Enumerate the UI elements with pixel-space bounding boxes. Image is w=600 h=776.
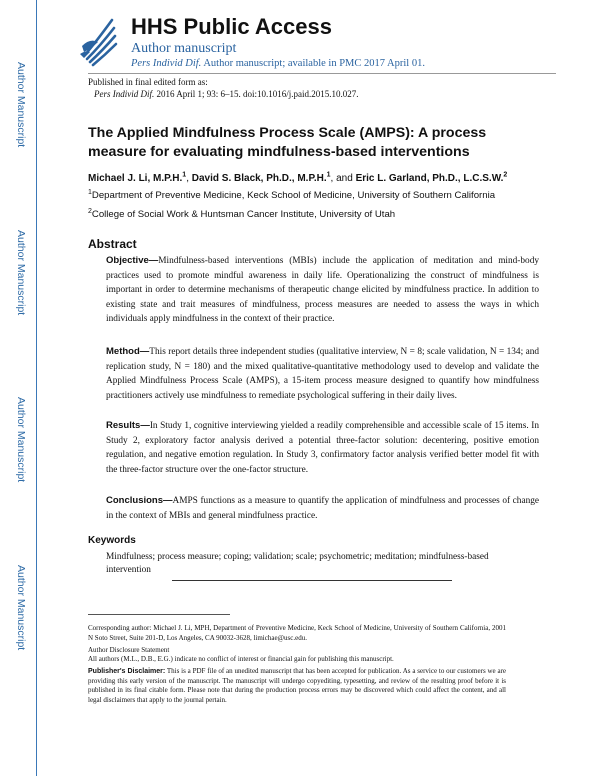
section-label: Results—	[106, 420, 150, 431]
abstract-results	[106, 419, 539, 477]
affiliation-marker: 2	[88, 207, 92, 215]
hhs-eagle-logo-icon	[76, 12, 120, 70]
sidebar-label-2: Author Manuscript	[15, 230, 27, 316]
hhs-title: HHS Public Access	[131, 14, 332, 39]
author-list	[88, 173, 507, 184]
header-rule	[88, 73, 556, 74]
footnote-publisher-disclaimer	[88, 667, 506, 705]
abstract-heading: Abstract	[88, 237, 137, 251]
section-text: In Study 1, cognitive interviewing yielded a readily comprehensible and accessible scale of 15 items. In Study 2, exploratory factor analysis derived a potential three-factor solution: decentering, positive emotion regulation, and negative emotion regulation. In Study 3, confirmatory factor analysis verified better model fit with the three-factor structure over the one-factor structure.	[106, 421, 539, 475]
abstract-objective	[106, 254, 539, 327]
disclaimer-label: Publisher's Disclaimer:	[88, 668, 166, 675]
affiliation-1	[88, 190, 495, 201]
citation-availability: Author manuscript; available in PMC 2017 April 01.	[201, 58, 425, 69]
abstract-method	[106, 345, 539, 403]
disclaimer-text: This is a PDF file of an unedited manuscript that has been accepted for publication. As a service to our customers we are providing this early version of the manuscript. The manuscript will undergo copyediting, typesetting, and review of the resulting proof before it is published in its final citable form. Please note that during the production process errors may be discovered which could affect the content, and all legal disclaimers that apply to the journal pertain.	[88, 667, 507, 704]
footnote-corresponding: Corresponding author: Michael J. Li, MPH, Department of Preventive Medicine, Keck School of Medicine, University of Southern California, 2001 N Soto Street, Suite 201-D, Los Angeles, CA 90032-3628, limichae@usc.edu.	[88, 624, 506, 642]
author-name: Eric L. Garland, Ph.D., L.C.S.W.	[355, 173, 504, 184]
paper-title: The Applied Mindfulness Process Scale (AMPS): A process measure for evaluating mindfulness-based interventions	[88, 125, 487, 160]
author-affiliation-marker: 2	[503, 171, 508, 179]
sidebar-label-3: Author Manuscript	[15, 397, 27, 483]
hhs-subtitle: Author manuscript	[131, 41, 237, 56]
sidebar-label-4: Author Manuscript	[15, 565, 27, 651]
section-text: AMPS functions as a measure to quantify the application of mindfulness and processes of change in the context of MBIs and general mindfulness practice.	[106, 496, 539, 521]
author-separator: , and	[330, 173, 356, 184]
keywords-text: Mindfulness; process measure; coping; validation; scale; psychometric; meditation; mindfulness-based intervention	[106, 552, 489, 575]
hhs-citation	[131, 58, 425, 69]
section-label: Method—	[106, 346, 150, 357]
publication-detail: 2016 April 1; 93: 6–15. doi:10.1016/j.paid.2015.10.027.	[154, 89, 359, 99]
keywords-heading: Keywords	[88, 535, 136, 546]
author-affiliation-marker: 1	[326, 171, 331, 179]
publication-citation	[94, 89, 359, 99]
footnote-disclosure: All authors (M.L., D.B., E.G.) indicate no conflict of interest or financial gain for publishing this manuscript.	[88, 655, 394, 663]
author-name: David S. Black, Ph.D., M.P.H.	[191, 173, 327, 184]
author-separator: ,	[186, 173, 192, 184]
section-text: This report details three independent studies (qualitative interview, N = 8; scale validation, N = 134; and replication study, N = 180) and the mixed qualitative-quantitative methodology used to develop and validate the Applied Mindfulness Process Scale (AMPS), a 15-item process measure designed to quantify how mindfulness practitioners actively use mindfulness to remediate psychological suffering in their daily lives.	[106, 347, 539, 401]
sidebar-divider	[36, 0, 37, 776]
affiliation-text: College of Social Work & Huntsman Cancer Institute, University of Utah	[91, 209, 396, 220]
section-label: Objective—	[106, 255, 159, 266]
footnote-disclosure-heading: Author Disclosure Statement	[88, 646, 170, 654]
section-text: Mindfulness-based interventions (MBIs) include the application of meditation and mind-body practices used to promote mindful awareness in daily life. Operationalizing the construct of mindfulness is important in order to determine mechanisms of therapeutic change elicited by mindfulness practice. In addition to existing state and trait measures of mindfulness, process measures are needed to assess the ways in which individuals apply mindfulness in the context of their practice.	[106, 256, 539, 325]
author-affiliation-marker: 1	[182, 171, 187, 179]
abstract-conclusions	[106, 494, 539, 523]
publication-journal: Pers Individ Dif.	[94, 89, 155, 99]
author-name: Michael J. Li, M.P.H.	[88, 173, 183, 184]
affiliation-text: Department of Preventive Medicine, Keck School of Medicine, University of Southern California	[91, 190, 496, 201]
affiliation-2	[88, 209, 395, 220]
footnote-rule	[88, 614, 230, 615]
published-label: Published in final edited form as:	[88, 77, 208, 87]
section-label: Conclusions—	[106, 495, 173, 506]
affiliation-marker: 1	[88, 188, 92, 196]
keywords-rule	[172, 580, 452, 581]
citation-journal: Pers Individ Dif.	[131, 58, 202, 69]
sidebar-label-1: Author Manuscript	[15, 62, 27, 148]
